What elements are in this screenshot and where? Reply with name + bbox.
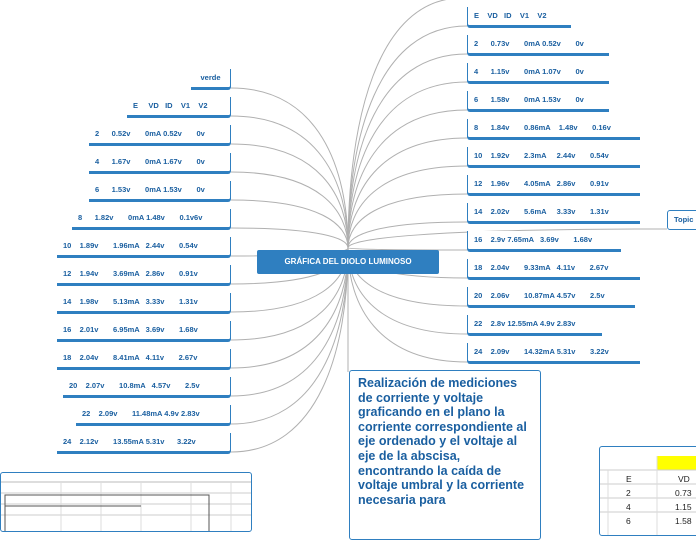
connector-left (231, 144, 348, 248)
sheet-cell: 2 (626, 488, 631, 498)
node-measurement-left[interactable]: 12 1.94v 3.69mA 2.86v 0.91v (57, 265, 231, 285)
node-measurement-left[interactable]: 18 2.04v 8.41mA 4.11v 2.67v (57, 349, 231, 369)
sheet-cell: 6 (626, 516, 631, 526)
node-header-left[interactable]: E VD ID V1 V2 (127, 97, 231, 117)
connector-left (231, 248, 348, 452)
node-measurement-right[interactable]: 16 2.9v 7.65mA 3.69v 1.68v (467, 231, 621, 251)
node-measurement-right[interactable]: 8 1.84v 0.86mA 1.48v 0.16v (467, 119, 640, 139)
sheet-header-e: E (626, 474, 632, 484)
sheet-cell: 1.58 (675, 516, 692, 526)
node-measurement-right[interactable]: 24 2.09v 14.32mA 5.31v 3.22v (467, 343, 640, 363)
connector-left (231, 88, 348, 248)
sheet-cell: 0.73 (675, 488, 692, 498)
node-measurement-left[interactable]: 24 2.12v 13.55mA 5.31v 3.22v (57, 433, 231, 453)
node-measurement-left[interactable]: 8 1.82v 0mA 1.48v 0.1v6v (72, 209, 231, 229)
node-measurement-right[interactable]: 2 0.73v 0mA 0.52v 0v (467, 35, 609, 55)
node-measurement-right[interactable]: 12 1.96v 4.05mA 2.86v 0.91v (467, 175, 640, 195)
connector-right (348, 110, 467, 248)
node-measurement-right[interactable]: 6 1.58v 0mA 1.53v 0v (467, 91, 609, 111)
spreadsheet-image-right (599, 446, 696, 536)
connector-right (348, 82, 467, 248)
node-measurement-right[interactable]: 10 1.92v 2.3mA 2.44v 0.54v (467, 147, 640, 167)
node-measurement-left[interactable]: 16 2.01v 6.95mA 3.69v 1.68v (57, 321, 231, 341)
connector-right (348, 26, 467, 248)
connector-right (348, 138, 467, 248)
spreadsheet-grid-left (1, 473, 252, 532)
central-topic[interactable]: GRÁFICA DEL DIOLO LUMINOSO (257, 250, 439, 274)
node-measurement-left[interactable]: 20 2.07v 10.8mA 4.57v 2.5v (63, 377, 231, 397)
node-measurement-left[interactable]: 4 1.67v 0mA 1.67v 0v (89, 153, 231, 173)
node-measurement-right[interactable]: 14 2.02v 5.6mA 3.33v 1.31v (467, 203, 640, 223)
connector-right (348, 194, 467, 248)
sheet-header-vd: VD (678, 474, 690, 484)
node-measurement-left[interactable]: 14 1.98v 5.13mA 3.33v 1.31v (57, 293, 231, 313)
connector-right (348, 222, 467, 248)
node-measurement-right[interactable]: 18 2.04v 9.33mA 4.11v 2.67v (467, 259, 640, 279)
node-measurement-right[interactable]: 20 2.06v 10.87mA 4.57v 2.5v (467, 287, 635, 307)
node-measurement-left[interactable]: 2 0.52v 0mA 0.52v 0v (89, 125, 231, 145)
topic-node-partial[interactable]: Topic (667, 210, 696, 230)
node-measurement-left[interactable]: 10 1.89v 1.96mA 2.44v 0.54v (57, 237, 231, 257)
node-measurement-right[interactable]: 22 2.8v 12.55mA 4.9v 2.83v (467, 315, 602, 335)
description-node[interactable]: Realización de mediciones de corriente y voltaje graficando en el plano la corriente correspondiente al eje ordenado y el voltaje al eje de la abscisa, encontrando la caída de voltaje umbral y la corriente necesaria para (349, 370, 541, 540)
sheet-cell: 4 (626, 502, 631, 512)
spreadsheet-image-left (0, 472, 252, 532)
connector-left (231, 228, 348, 248)
node-measurement-left[interactable]: 22 2.09v 11.48mA 4.9v 2.83v (76, 405, 231, 425)
connector-right (348, 0, 462, 248)
node-measurement-right[interactable]: 4 1.15v 0mA 1.07v 0v (467, 63, 609, 83)
node-verde[interactable]: verde (191, 69, 231, 89)
sheet-cell: 1.15 (675, 502, 692, 512)
node-measurement-left[interactable]: 6 1.53v 0mA 1.53v 0v (89, 181, 231, 201)
connector-left (231, 200, 348, 248)
node-header-right[interactable]: E VD ID V1 V2 (467, 7, 571, 27)
